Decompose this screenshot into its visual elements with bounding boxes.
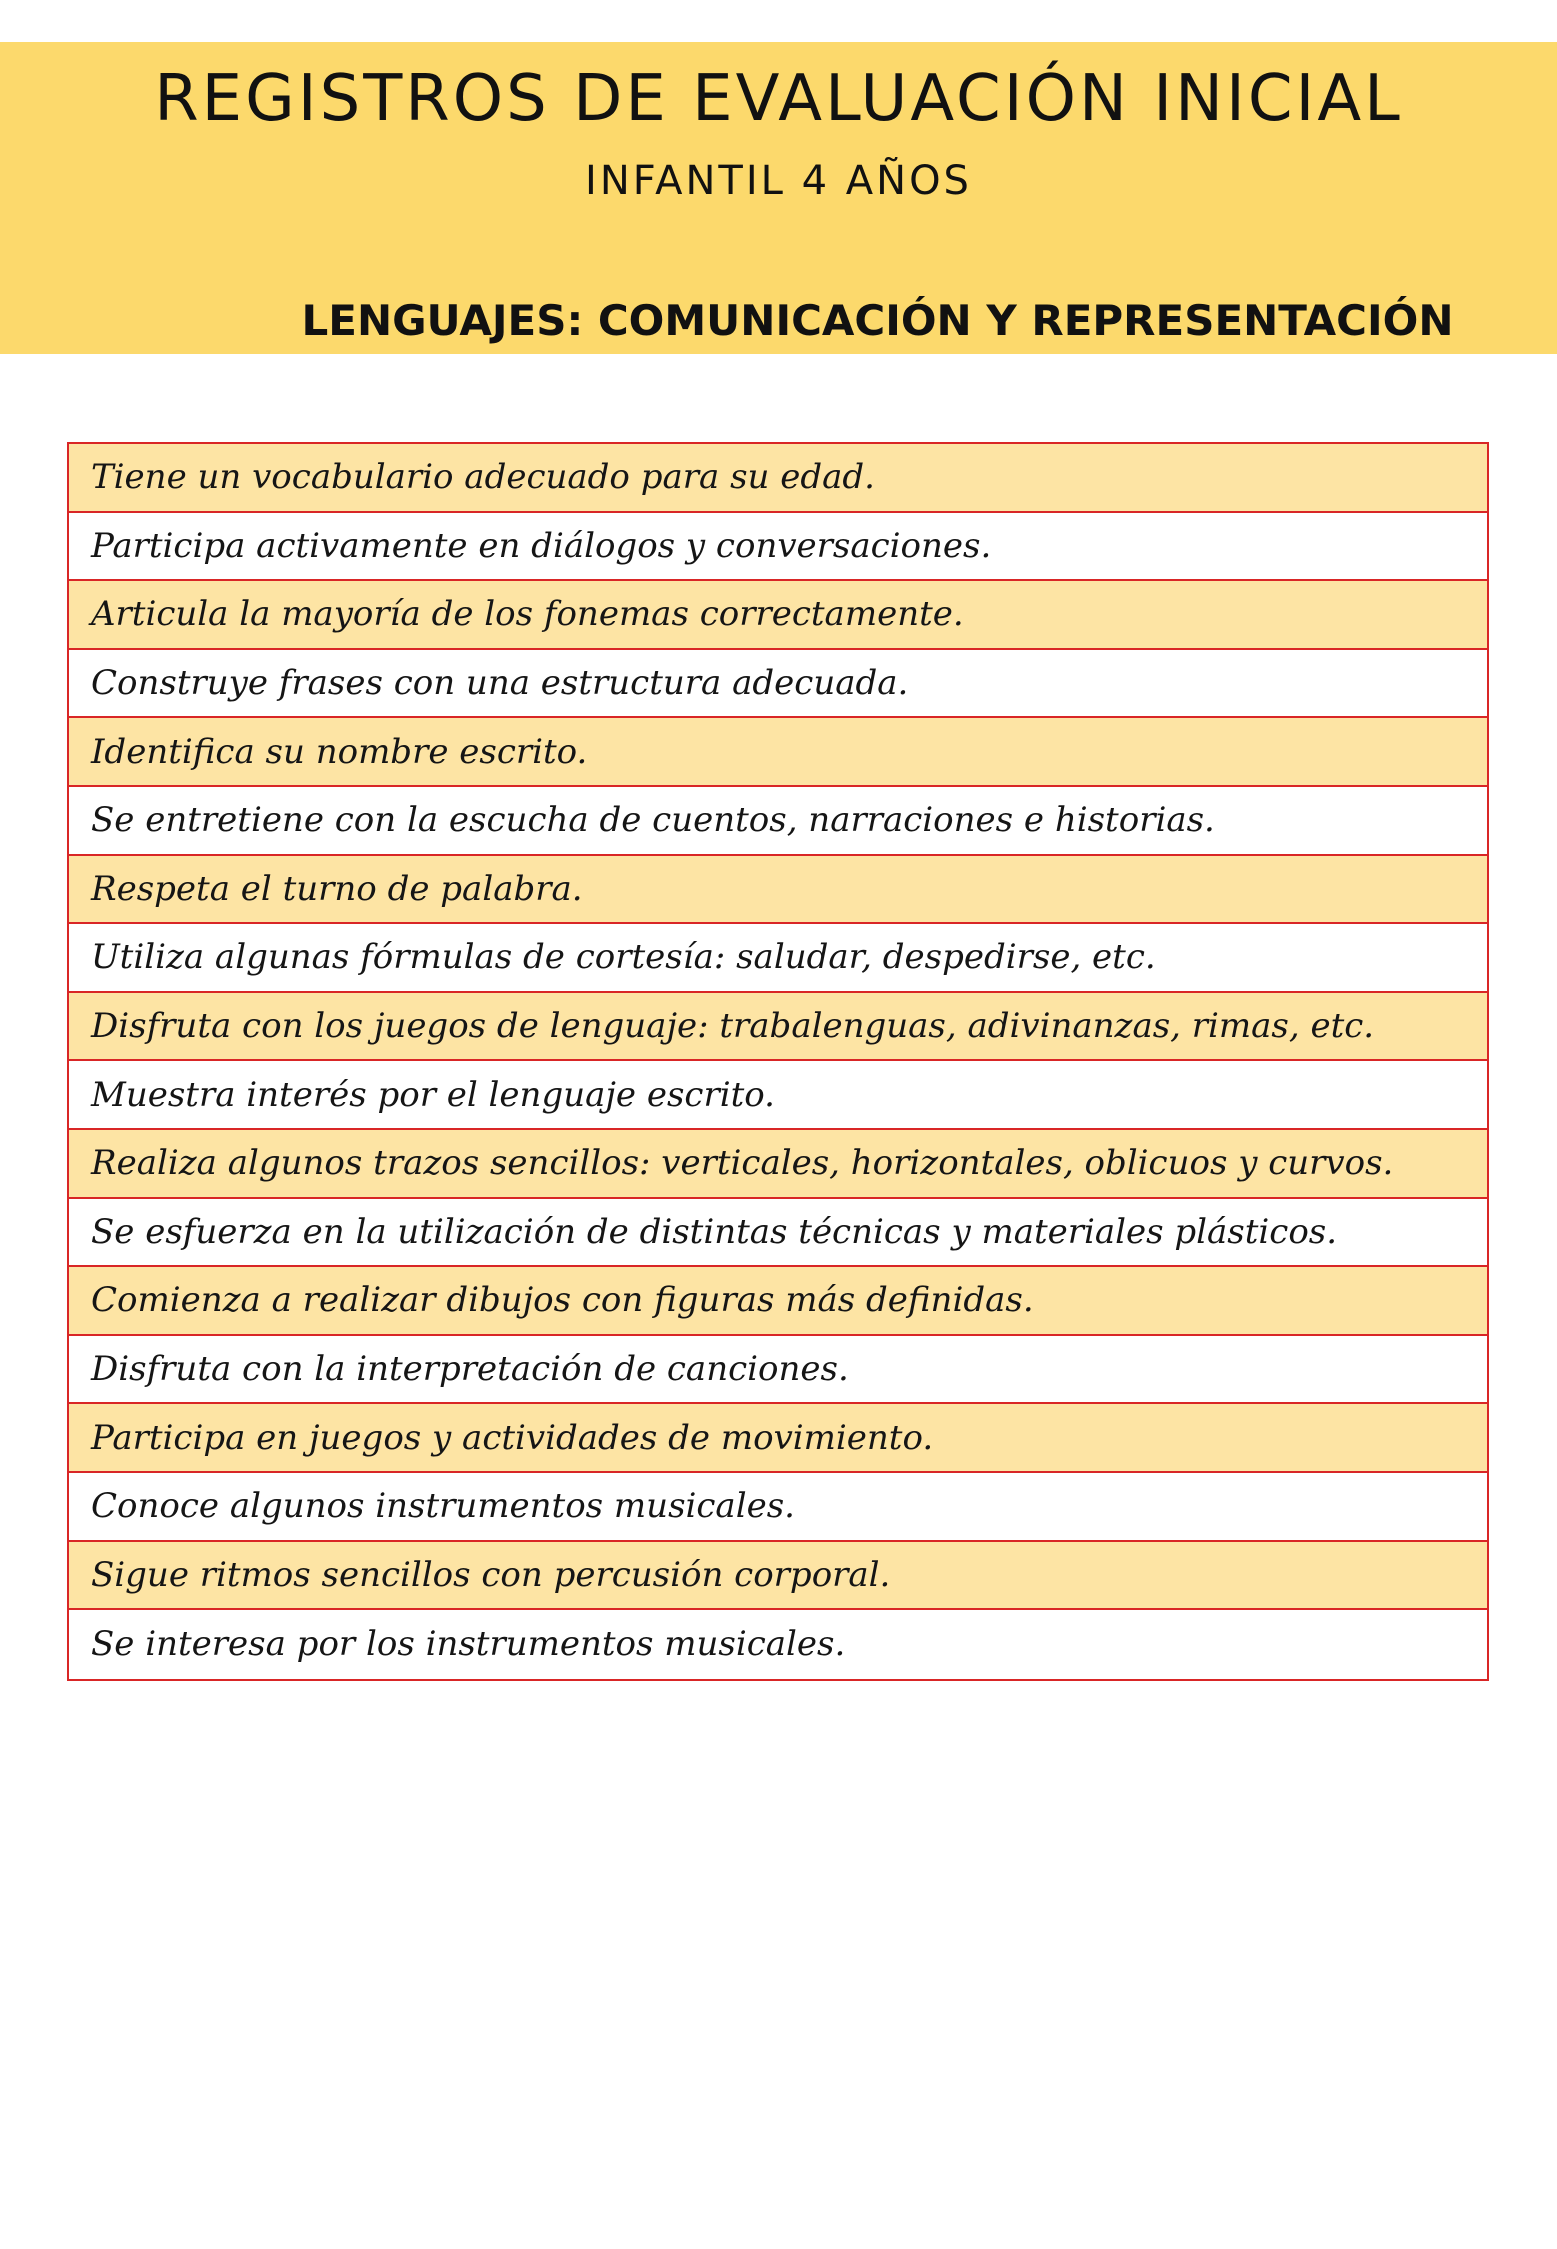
table-row: Disfruta con la interpretación de canciones. xyxy=(69,1336,1487,1405)
table-row: Se interesa por los instrumentos musicales. xyxy=(69,1610,1487,1679)
table-row: Se esfuerza en la utilización de distintas técnicas y materiales plásticos. xyxy=(69,1199,1487,1268)
table-row: Realiza algunos trazos sencillos: verticales, horizontales, oblicuos y curvos. xyxy=(69,1130,1487,1199)
table-row: Comienza a realizar dibujos con figuras más definidas. xyxy=(69,1267,1487,1336)
table-row: Muestra interés por el lenguaje escrito. xyxy=(69,1061,1487,1130)
table-row: Participa en juegos y actividades de movimiento. xyxy=(69,1404,1487,1473)
table-row: Participa activamente en diálogos y conversaciones. xyxy=(69,513,1487,582)
criteria-table xyxy=(67,442,1489,1681)
section-title: LENGUAJES: COMUNICACIÓN Y REPRESENTACIÓN xyxy=(301,296,1454,345)
table-row: Tiene un vocabulario adecuado para su edad. xyxy=(69,444,1487,513)
table-row: Articula la mayoría de los fonemas correctamente. xyxy=(69,581,1487,650)
table-row: Respeta el turno de palabra. xyxy=(69,856,1487,925)
table-row: Conoce algunos instrumentos musicales. xyxy=(69,1473,1487,1542)
page-subtitle: INFANTIL 4 AÑOS xyxy=(585,158,972,204)
table-row: Disfruta con los juegos de lenguaje: trabalenguas, adivinanzas, rimas, etc. xyxy=(69,993,1487,1062)
page-title: REGISTROS DE EVALUACIÓN INICIAL xyxy=(154,62,1403,136)
table-row: Utiliza algunas fórmulas de cortesía: saludar, despedirse, etc. xyxy=(69,924,1487,993)
table-row: Sigue ritmos sencillos con percusión corporal. xyxy=(69,1542,1487,1611)
table-row: Identifica su nombre escrito. xyxy=(69,718,1487,787)
table-row: Se entretiene con la escucha de cuentos, narraciones e historias. xyxy=(69,787,1487,856)
table-row: Construye frases con una estructura adecuada. xyxy=(69,650,1487,719)
